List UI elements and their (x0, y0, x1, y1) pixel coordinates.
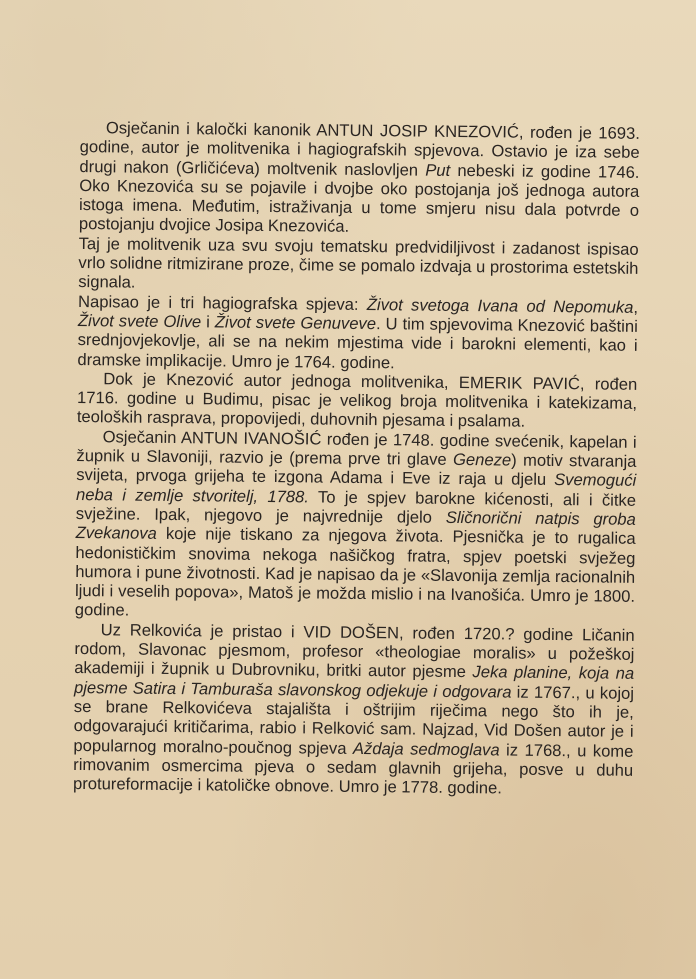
text-run: Taj je molitvenik uza svu svoju tematsku predvidiljivost i zadanost ispisao vrlo solidne ritmizirane proze, čime se pomalo izdvaja u prostorima estetskih signala. (78, 233, 639, 292)
text-run: i (201, 312, 215, 332)
document-page (73, 118, 640, 799)
text-run: koje nije tiskano za njegova života. Pjesnička je to rugalica hedonističkim snovima nekoga našičkog fratra, spjev poetski svježeg humora i pune životnosti. Kad je napisao da je «Slavonija zemlja racionalnih ljudi i veselih popova», Matoš je možda mislio i na Ivanošića. Umro je 1800. godine. (74, 524, 636, 620)
italic-title-text: Geneze (452, 449, 512, 470)
text-run: Osječanin i kaločki kanonik ANTUN JOSIP KNEZOVIĆ, rođen je 1693. godine, autor je molitvenika i hagiografskih spjevova. Ostavio je iza sebe drugi nakon (Grličićeva) moltvenik naslovljen (79, 118, 640, 180)
paragraph-emerik-pavic (77, 369, 638, 433)
text-run: To je spjev barokne kićenosti, ali i čitke svježine. Ipak, njegovo je najvrednije djelo (75, 487, 637, 527)
text-run: iz 1768., u kome rimovanim osmercima pjeva o sedam glavnih grijeha, posve u duhu protureformacije i katoličke obnove. Umro je 1778. godine. (72, 739, 634, 798)
text-run: Osječanin ANTUN IVANOŠIĆ rođen je 1748. godine svećenik, kapelan i župnik u Slavoniji, razvio je (prema prve tri glave (76, 427, 637, 469)
paragraph-molitvenik (78, 234, 639, 298)
text-run: , (633, 297, 639, 317)
italic-title-text: Sličnorični natpis groba Zvekanova (75, 507, 636, 544)
paragraph-antun-ivanosic (75, 427, 637, 626)
text-run: Napisao je i tri hagiografska spjeva: (77, 291, 367, 314)
italic-title-text: Put (425, 160, 451, 180)
italic-title-text: Svemogući neba i zemlje stvoritelj, 1788. (75, 470, 637, 507)
italic-title-text: Život svetoga Ivana od Nepomuka (366, 294, 634, 317)
text-run: Dok je Knezović autor jednoga molitvenika, EMERIK PAVIĆ, rođen 1716. godine u Budimu, pisac je velikog broja molitvenika i katekizama, teoloških rasprava, propovijedi, duhovnih pjesama i psalama. (76, 369, 638, 432)
paragraph-hagiografski-spjevovi (77, 292, 638, 375)
text-run: iz 1767., u kojoj se brane Relkovićeva stajališta i oštrijim riječima nego što ih je, odgovarajući kritičarima, rabio i Relković sam. Najzad, Vid Došen autor je i popularnog moralno-poučnog spjeva (73, 682, 635, 758)
text-run: Uz Relkovića je pristao i VID DOŠEN, rođen 1720.? godine Ličanin rodom, Slavonac pjesmom, profesor «theologiae moralis» u požeškoj akademiji i župnik u Dubrovniku, britki autor pjesme (74, 619, 635, 682)
paragraph-vid-dosen (73, 620, 635, 800)
italic-title-text: Jeka planine, koja na pjesme Satira i Tamburaša slavonskog odjekuje i odgovara (73, 662, 635, 702)
italic-title-text: Život svete Olive (77, 310, 202, 332)
paragraph-knezovic-intro (79, 118, 640, 240)
text-run: ) motiv stvaranja svijeta, prvoga grijeha te izgona Adama i Eve iz raja u djelu (76, 450, 637, 490)
text-run: . U tim spjevovima Knezović baštini srednjovjekovlje, ali se na nekim mjestima vide i barokni elementi, kao i dramske implikacije. Umro je 1764. godine. (77, 314, 638, 372)
italic-title-text: Aždaja sedmoglava (352, 738, 500, 759)
italic-title-text: Život svete Genuveve (214, 312, 377, 334)
text-run: nebeski iz godine 1746. Oko Knezovića su se pojavile i dvojbe oko postojanja još jednoga autora istoga imena. Međutim, istraživanja u tome smjeru nisu dala potvrde o postojanju dvojice Josipa Knezovića. (78, 160, 640, 237)
